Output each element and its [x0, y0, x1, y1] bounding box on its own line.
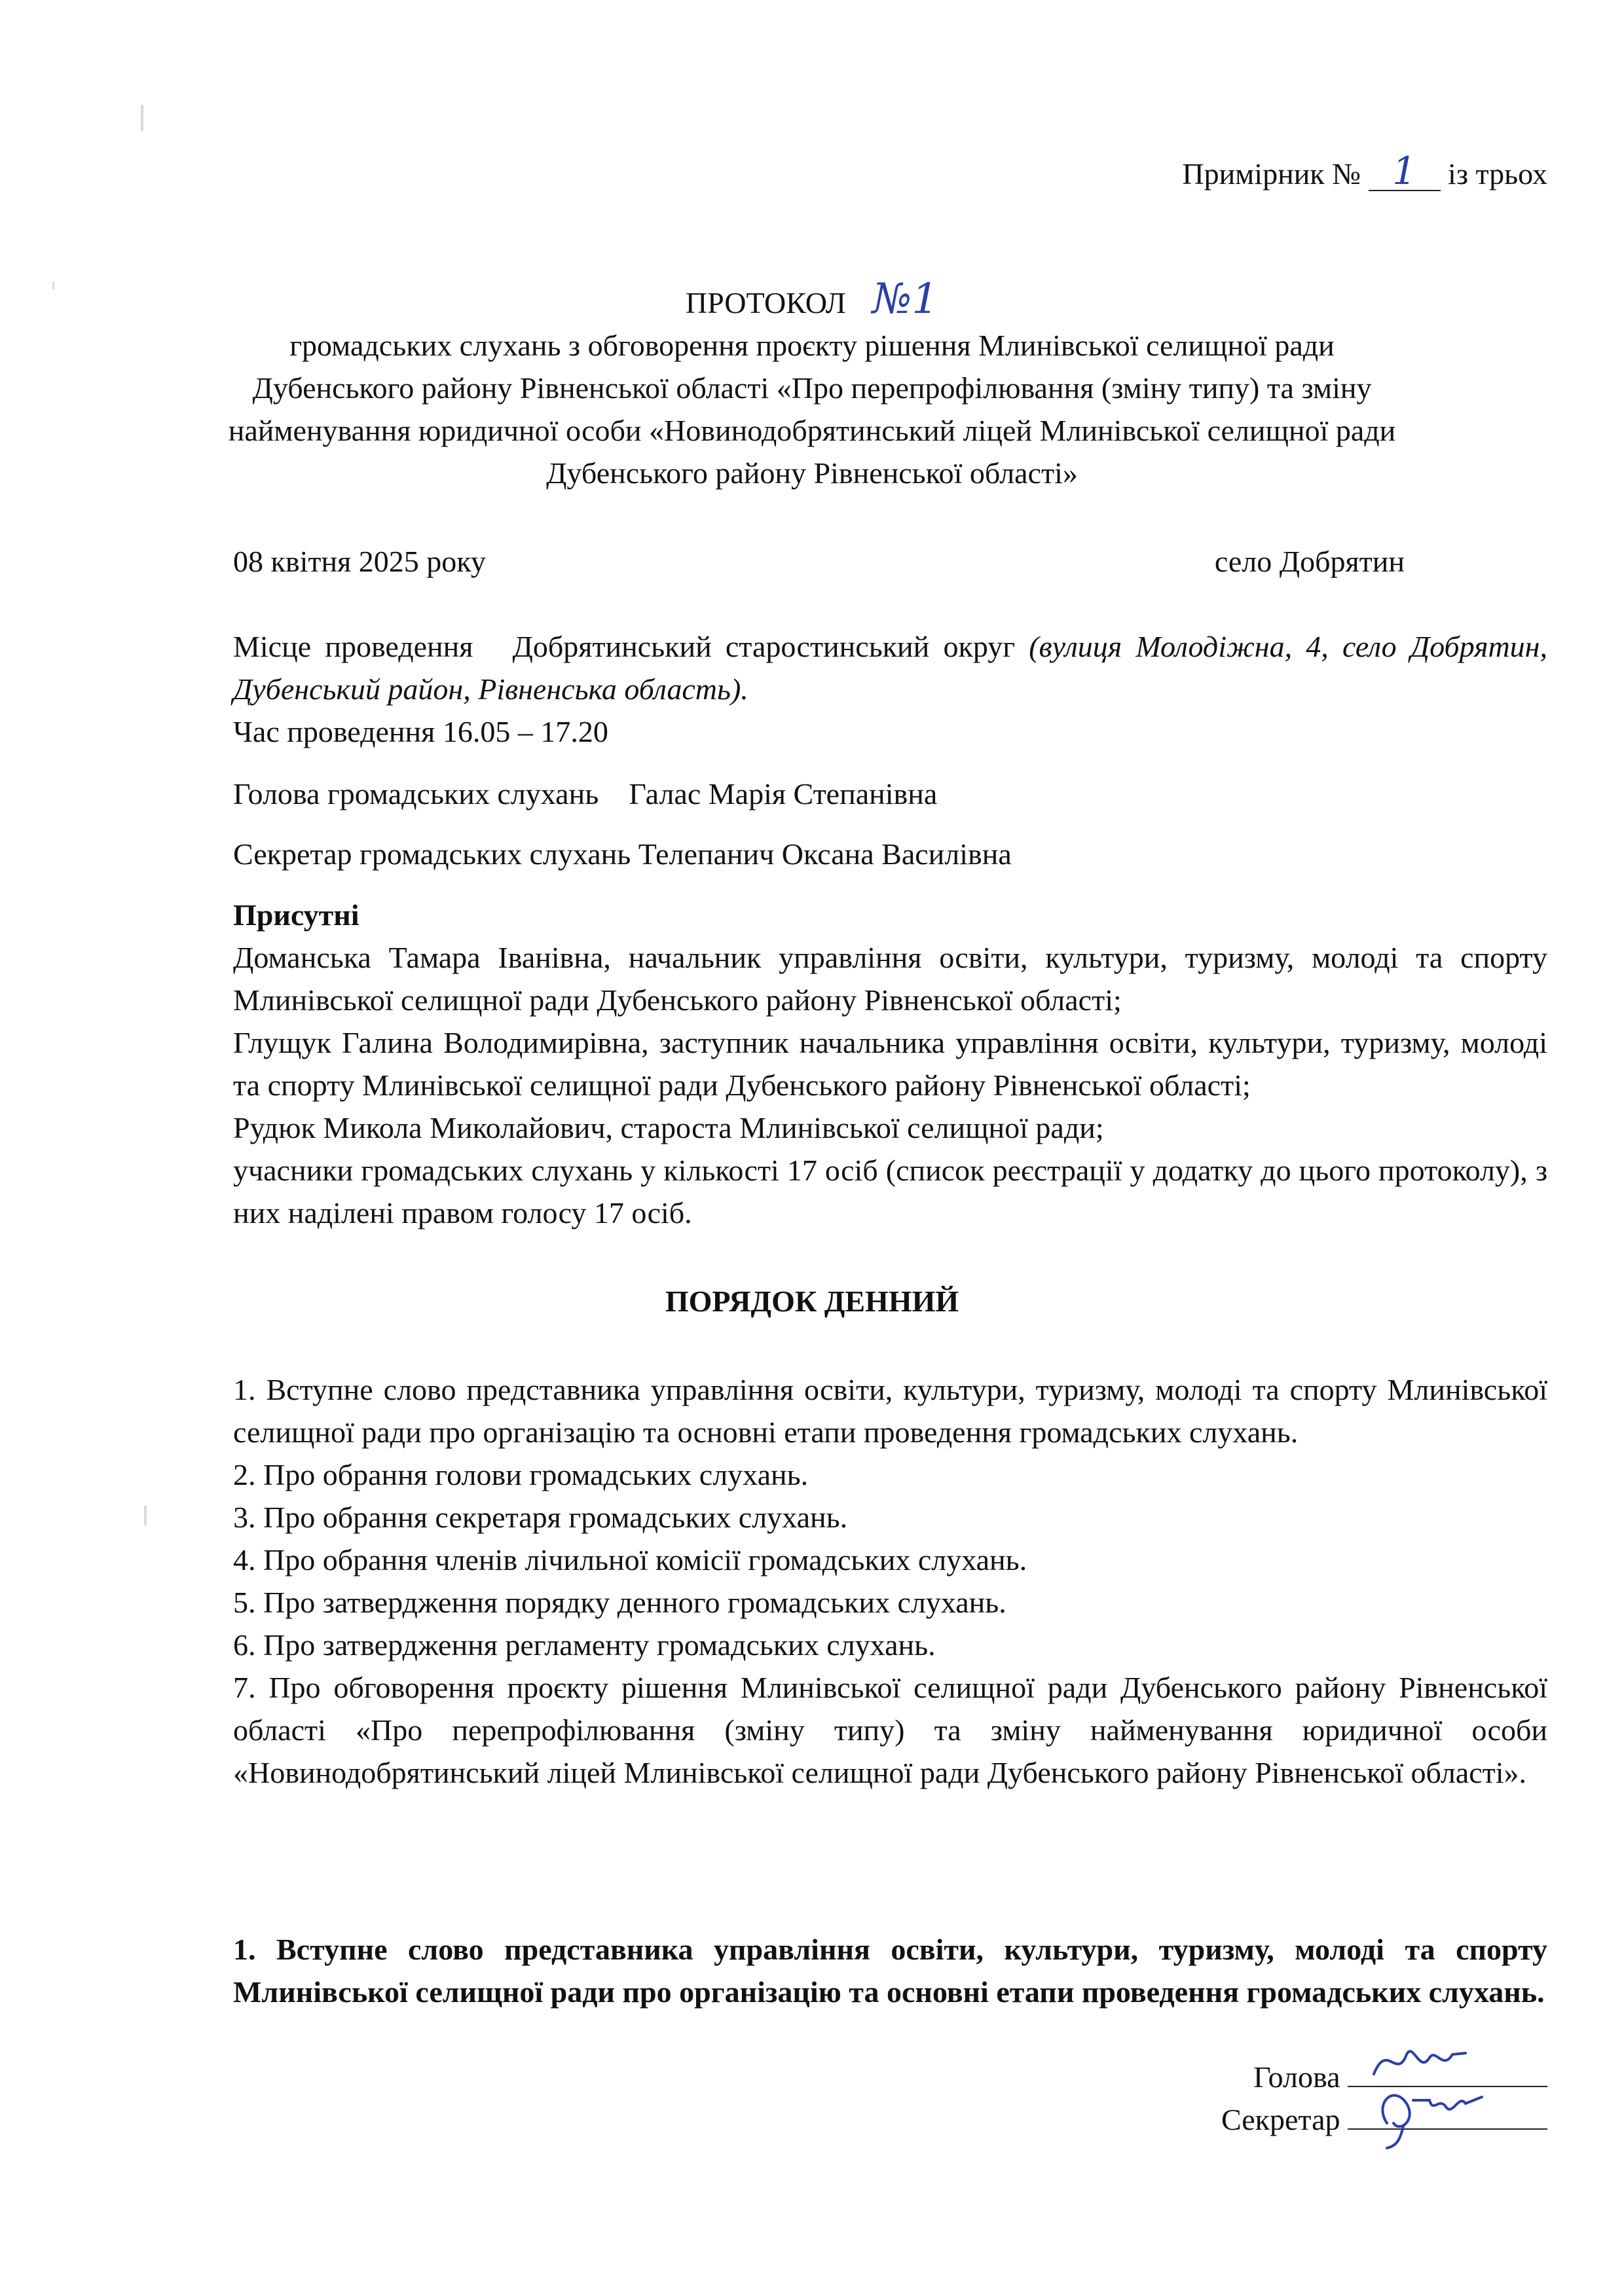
- venue-paragraph: [233, 625, 1547, 710]
- agenda-item: 4. Про обрання членів лічильної комісії громадських слухань.: [233, 1543, 1027, 1576]
- agenda-item: 3. Про обрання секретаря громадських слухань.: [233, 1501, 848, 1534]
- signature-secretary-label: Секретар: [1221, 2103, 1340, 2136]
- meeting-time: Час проведення 16.05 – 17.20: [233, 715, 608, 748]
- title-line: громадських слухань з обговорення проєкту рішення Млинівської селищної ради: [289, 329, 1335, 362]
- copy-number-line: [1182, 149, 1547, 195]
- scan-speck: [141, 105, 143, 131]
- title-line: Дубенського району Рівненської області»: [546, 456, 1078, 490]
- chair-line: [233, 773, 1547, 815]
- secretary-signature-mark: [1367, 2077, 1511, 2149]
- protocol-label: ПРОТОКОЛ: [685, 286, 846, 319]
- title-line: найменування юридичної особи «Новинодобрятинський ліцей Млинівської селищної ради: [228, 414, 1396, 447]
- scan-speck: [144, 1506, 147, 1525]
- agenda-title: ПОРЯДОК ДЕННИЙ: [665, 1285, 959, 1318]
- venue-value: Добрятинський старостинський округ: [512, 630, 1016, 663]
- secretary-line: [233, 833, 1547, 875]
- signature-secretary-line: [1348, 2102, 1547, 2130]
- copy-number-handwritten: 1: [1369, 152, 1441, 191]
- meeting-date: 08 квітня 2025 року: [233, 545, 486, 578]
- present-section: [233, 894, 1547, 1234]
- signature-secretary: [1221, 2098, 1547, 2141]
- scan-speck: [52, 282, 54, 289]
- protocol-title: [157, 275, 1467, 324]
- chair-label: Голова громадських слухань: [233, 777, 599, 811]
- agenda-item: 2. Про обрання голови громадських слухань.: [233, 1458, 809, 1491]
- present-item: Глущук Галина Володимирівна, заступник начальника управління освіти, культури, туризму, молоді та спорту Млинівської селищної ради Дубенського району Рівненської області;: [233, 1026, 1547, 1102]
- present-item: Рудюк Микола Миколайович, староста Млинівської селищної ради;: [233, 1111, 1104, 1144]
- agenda-item: 5. Про затвердження порядку денного громадських слухань.: [233, 1586, 1006, 1619]
- protocol-title-block: [157, 275, 1467, 494]
- present-item: Доманська Тамара Іванівна, начальник управління освіти, культури, туризму, молоді та спорту Млинівської селищної ради Дубенського району Рівненської області;: [233, 941, 1547, 1017]
- agenda-item: 7. Про обговорення проєкту рішення Млинівської селищної ради Дубенського району Рівненської області «Про перепрофілювання (зміну типу) та зміну найменування юридичної особи «Новинодобрятинський ліцей Млинівської селищної ради Дубенського району Рівненської області».: [233, 1671, 1547, 1789]
- secretary-name: Телепанич Оксана Василівна: [638, 837, 1012, 871]
- agenda-list: [233, 1368, 1547, 1794]
- protocol-number-handwritten: №1: [872, 275, 939, 323]
- present-title: Присутні: [233, 898, 360, 932]
- venue-address: (вулиця Молодіжна, 4, село Добрятин, Дубенський район, Рівненська область).: [233, 630, 1547, 706]
- venue-label: Місце проведення: [233, 630, 473, 663]
- agenda-item: 1. Вступне слово представника управління освіти, культури, туризму, молоді та спорту Млинівської селищної ради про організацію та основні етапи проведення громадських слухань.: [233, 1373, 1547, 1449]
- signature-chair-label: Голова: [1253, 2060, 1340, 2094]
- agenda-item: 6. Про затвердження регламенту громадських слухань.: [233, 1628, 936, 1662]
- chair-name: Галас Марія Степанівна: [629, 777, 938, 811]
- copy-suffix: із трьох: [1448, 157, 1547, 191]
- secretary-label: Секретар громадських слухань: [233, 837, 631, 871]
- copy-prefix: Примірник №: [1182, 157, 1361, 191]
- section-1-heading: 1. Вступне слово представника управління освіти, культури, туризму, молоді та спорту Млинівської селищної ради про організацію та основні етапи проведення громадських слухань.: [233, 1933, 1547, 2009]
- meeting-place: село Добрятин: [1214, 545, 1405, 578]
- present-item: учасники громадських слухань у кількості 17 осіб (список реєстрації у додатку до цього протоколу), з них наділені правом голосу 17 осіб.: [233, 1154, 1547, 1230]
- title-line: Дубенського району Рівненської області «Про перепрофілювання (зміну типу) та зміну: [252, 371, 1372, 405]
